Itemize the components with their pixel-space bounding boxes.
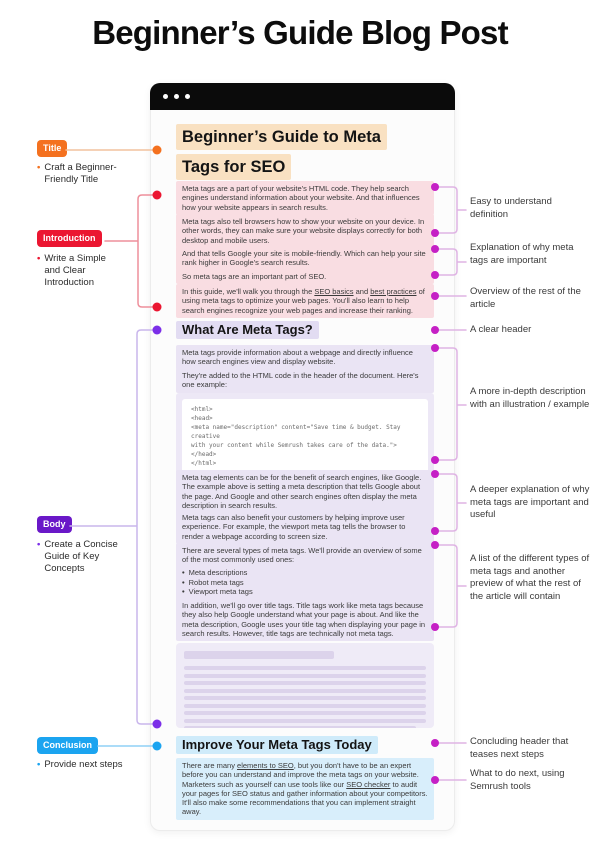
text-segment: , but you don't have to be an expert before you can understand and improve the meta tags on your website. Marketers such as yourself can use tools like our <box>182 761 419 789</box>
placeholder-bar <box>184 726 416 728</box>
text-segment: In this guide, we'll walk you through the <box>182 287 315 296</box>
text-segment: to audit your pages for SEO status and gather information about your competitors. It'll also make some recommendations that you can implement straight away. <box>182 779 428 817</box>
meta-tag-types-list <box>176 565 434 601</box>
list-item-text: Viewport meta tags <box>188 587 253 597</box>
note-text: Provide next steps <box>44 759 123 770</box>
placeholder-bar <box>184 689 426 693</box>
bullet-icon: • <box>182 568 185 577</box>
code-line: <head> <box>191 415 213 422</box>
annotation-concluding-header: Concluding header that teases next steps <box>470 736 569 760</box>
placeholder-heading-bar <box>184 651 334 659</box>
bullet-icon: • <box>182 587 185 597</box>
section-note-title <box>37 162 132 186</box>
annotation-types-list: A list of the different types of meta tags and another preview of what the rest of the article will contain <box>470 553 590 602</box>
section-note-conclusion <box>37 759 147 771</box>
text-segment: There are many <box>182 761 238 770</box>
window-control-dot-icon <box>163 94 168 99</box>
bullet-icon: • <box>37 539 41 550</box>
body-paragraph-3: Meta tag elements can be for the benefit of search engines, like Google. The example above is setting a meta description that tells Google about the page. And Google and other search engines often display the meta description in search results. <box>176 470 434 513</box>
placeholder-bar <box>184 674 426 678</box>
code-line: <meta name="description" content="Save time & budget. Stay creative <box>191 424 405 440</box>
intro-paragraph-3: And that tells Google your site is mobile-friendly. Which can help your site rank higher in Google's search results. <box>176 246 434 271</box>
article-title <box>176 124 434 184</box>
section-label-title: Title <box>37 140 67 157</box>
list-item-text: Meta descriptions <box>188 568 248 577</box>
code-line: with your content while Semrush takes care of the data."> <box>191 442 397 449</box>
code-line: </html> <box>191 460 217 467</box>
annotation-next-steps: What to do next, using Semrush tools <box>470 768 565 792</box>
section-note-body <box>37 539 125 575</box>
note-text: Craft a Beginner-Friendly Title <box>44 162 117 185</box>
conclusion-paragraph <box>176 758 434 820</box>
conclusion-heading <box>176 736 434 754</box>
bullet-icon: • <box>37 162 41 173</box>
body-paragraph-2: They're added to the HTML code in the header of the document. Here's one example: <box>176 368 434 393</box>
section-label-conclusion: Conclusion <box>37 737 98 754</box>
bullet-icon: • <box>182 577 185 587</box>
intro-paragraph-2: Meta tags also tell browsers how to show your website on your device. In other words, they can make sure your website displays correctly for both desktop and mobile users. <box>176 214 434 248</box>
intro-paragraph-5 <box>176 284 434 318</box>
body-heading <box>176 321 434 339</box>
link-seo-basics[interactable]: SEO basics <box>314 287 354 296</box>
list-item <box>182 588 428 597</box>
placeholder-bar <box>184 711 426 715</box>
list-item <box>182 569 428 578</box>
body-heading-text: What Are Meta Tags? <box>176 321 319 339</box>
annotation-deeper-explanation: A deeper explanation of why meta tags are important and useful <box>470 484 590 521</box>
annotation-why-important: Explanation of why meta tags are important <box>470 242 574 266</box>
link-seo-checker[interactable]: SEO checker <box>346 779 391 789</box>
list-item <box>182 579 428 588</box>
article-title-line2: Tags for SEO <box>176 154 291 180</box>
body-paragraph-5: There are several types of meta tags. We'll provide an overview of some of the most commonly used ones: <box>176 543 434 568</box>
list-item-text: Robot meta tags <box>188 577 244 587</box>
section-note-introduction <box>37 253 117 289</box>
page-title: Beginner’s Guide Blog Post <box>92 14 508 51</box>
annotation-overview: Overview of the rest of the article <box>470 286 581 310</box>
intro-paragraph-4: So meta tags are an important part of SEO. <box>176 269 434 284</box>
window-control-dot-icon <box>174 94 179 99</box>
text-segment: of using meta tags to optimize your web pages. You'll also learn to help search engines recognize your web pages and increase their ranking. <box>182 287 425 315</box>
body-connector-line <box>70 330 155 724</box>
bullet-icon: • <box>37 759 41 770</box>
window-control-dot-icon <box>185 94 190 99</box>
placeholder-bar <box>184 696 426 700</box>
annotation-in-depth-description: A more in-depth description with an illustration / example <box>470 386 590 410</box>
text-segment: and <box>353 287 371 296</box>
content-placeholder <box>176 643 434 728</box>
body-paragraph-6: In addition, we'll go over title tags. Title tags work like meta tags because they also help Google understand what your page is about. And like the meta description, Google uses your title tag when displaying your page in search results. However, title tags are technically not meta tags. <box>176 598 434 641</box>
code-line: </head> <box>191 451 217 458</box>
section-label-introduction: Introduction <box>37 230 102 247</box>
intro-paragraph-1: Meta tags are a part of your website's HTML code. They help search engines understand information about your website. And that influences how your website appears in search results. <box>176 181 434 215</box>
placeholder-bar <box>184 681 426 685</box>
code-snippet <box>182 399 428 474</box>
conclusion-heading-text: Improve Your Meta Tags Today <box>176 736 378 754</box>
note-text: Create a Concise Guide of Key Concepts <box>44 539 118 574</box>
body-paragraph-1: Meta tags provide information about a webpage and directly influence how search engines view and display website. <box>176 345 434 370</box>
link-elements-to-seo[interactable]: elements to SEO <box>237 761 294 770</box>
browser-window <box>150 83 455 831</box>
body-paragraph-4: Meta tags can also benefit your customers by helping improve user experience. For example, the viewport meta tag tells the browser to render a webpage according to screen size. <box>176 510 434 544</box>
placeholder-bar <box>184 704 426 708</box>
note-text: Write a Simple and Clear Introduction <box>44 253 106 288</box>
annotation-clear-header: A clear header <box>470 324 532 335</box>
section-label-body: Body <box>37 516 72 533</box>
link-best-practices[interactable]: best practices <box>370 287 417 296</box>
bullet-icon: • <box>37 253 41 264</box>
browser-titlebar <box>150 83 455 110</box>
code-line: <html> <box>191 406 213 413</box>
introduction-connector-line <box>105 195 155 307</box>
placeholder-bar <box>184 719 426 723</box>
placeholder-bar <box>184 666 426 670</box>
code-example-block <box>176 393 434 480</box>
annotation-easy-definition: Easy to understand definition <box>470 196 552 220</box>
article-title-line1: Beginner’s Guide to Meta <box>176 124 387 150</box>
